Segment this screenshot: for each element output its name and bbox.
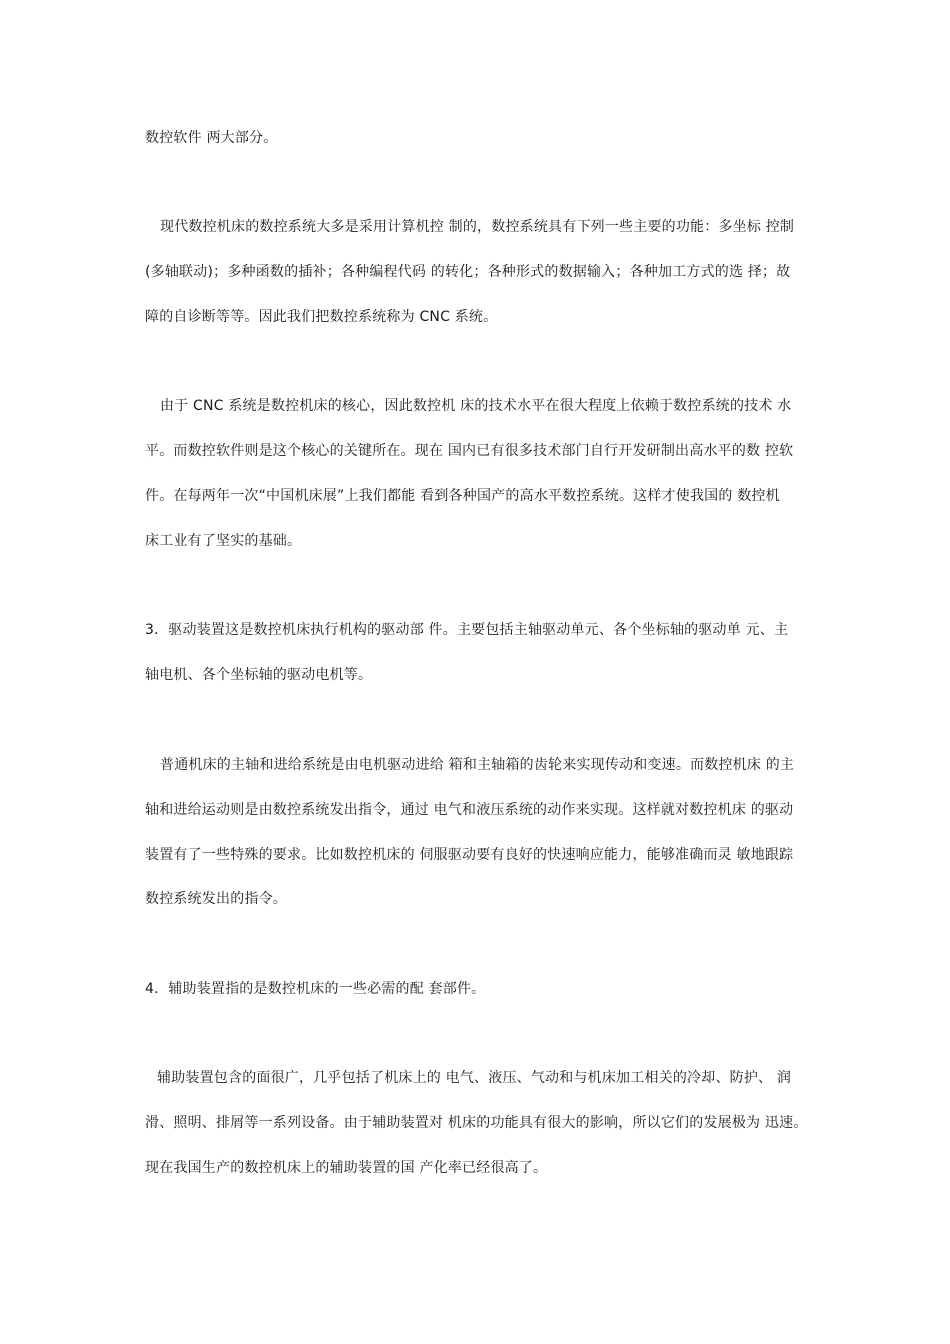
text-line: 辅助装置包含的面很广，几乎包括了机床上的 电气、液压、气动和与机床加工相关的冷却、防护、 润	[157, 1070, 792, 1086]
text-line: 障的自诊断等等。因此我们把数控系统称为 CNC 系统。	[145, 309, 498, 325]
text-line: 平。而数控软件则是这个核心的关键所在。现在 国内已有很多技术部门自行开发研制出高水平的数 控软	[145, 443, 794, 459]
text-line: 数控系统发出的指令。	[145, 891, 287, 907]
text-line: 现代数控机床的数控系统大多是采用计算机控 制的，数控系统具有下列一些主要的功能：多坐标 控制	[160, 219, 795, 235]
text-line: 3．驱动装置这是数控机床执行机构的驱动部 件。主要包括主轴驱动单元、各个坐标轴的驱动单 元、主	[145, 622, 789, 638]
text-line: 4．辅助装置指的是数控机床的一些必需的配 套部件。	[145, 981, 486, 997]
text-line: 轴和进给运动则是由数控系统发出指令，通过 电气和液压系统的动作来实现。这样就对数控机床 的驱动	[145, 802, 794, 818]
text-line: 件。在每两年一次“中国机床展”上我们都能 看到各种国产的高水平数控系统。这样才使我国的 数控机	[145, 488, 780, 504]
text-line: 滑、照明、排屑等一系列设备。由于辅助装置对 机床的功能具有很大的影响，所以它们的发展极为 迅速。	[145, 1115, 808, 1131]
text-line: (多轴联动)；多种函数的插补；各种编程代码 的转化；各种形式的数据输入；各种加工方式的选 择；故	[145, 264, 791, 280]
text-line: 由于 CNC 系统是数控机床的核心，因此数控机 床的技术水平在很大程度上依赖于数控系统的技术 水	[160, 398, 792, 414]
text-line: 数控软件 两大部分。	[145, 130, 278, 146]
text-line: 床工业有了坚实的基础。	[145, 533, 302, 549]
text-line: 普通机床的主轴和进给系统是由电机驱动进给 箱和主轴箱的齿轮来实现传动和变速。而数控机床 的主	[160, 757, 795, 773]
text-line: 装置有了一些特殊的要求。比如数控机床的 伺服驱动要有良好的快速响应能力，能够准确而灵 敏地跟踪	[145, 847, 794, 863]
text-line: 轴电机、各个坐标轴的驱动电机等。	[145, 667, 373, 683]
text-line: 现在我国生产的数控机床上的辅助装置的国 产化率已经很高了。	[145, 1160, 548, 1176]
